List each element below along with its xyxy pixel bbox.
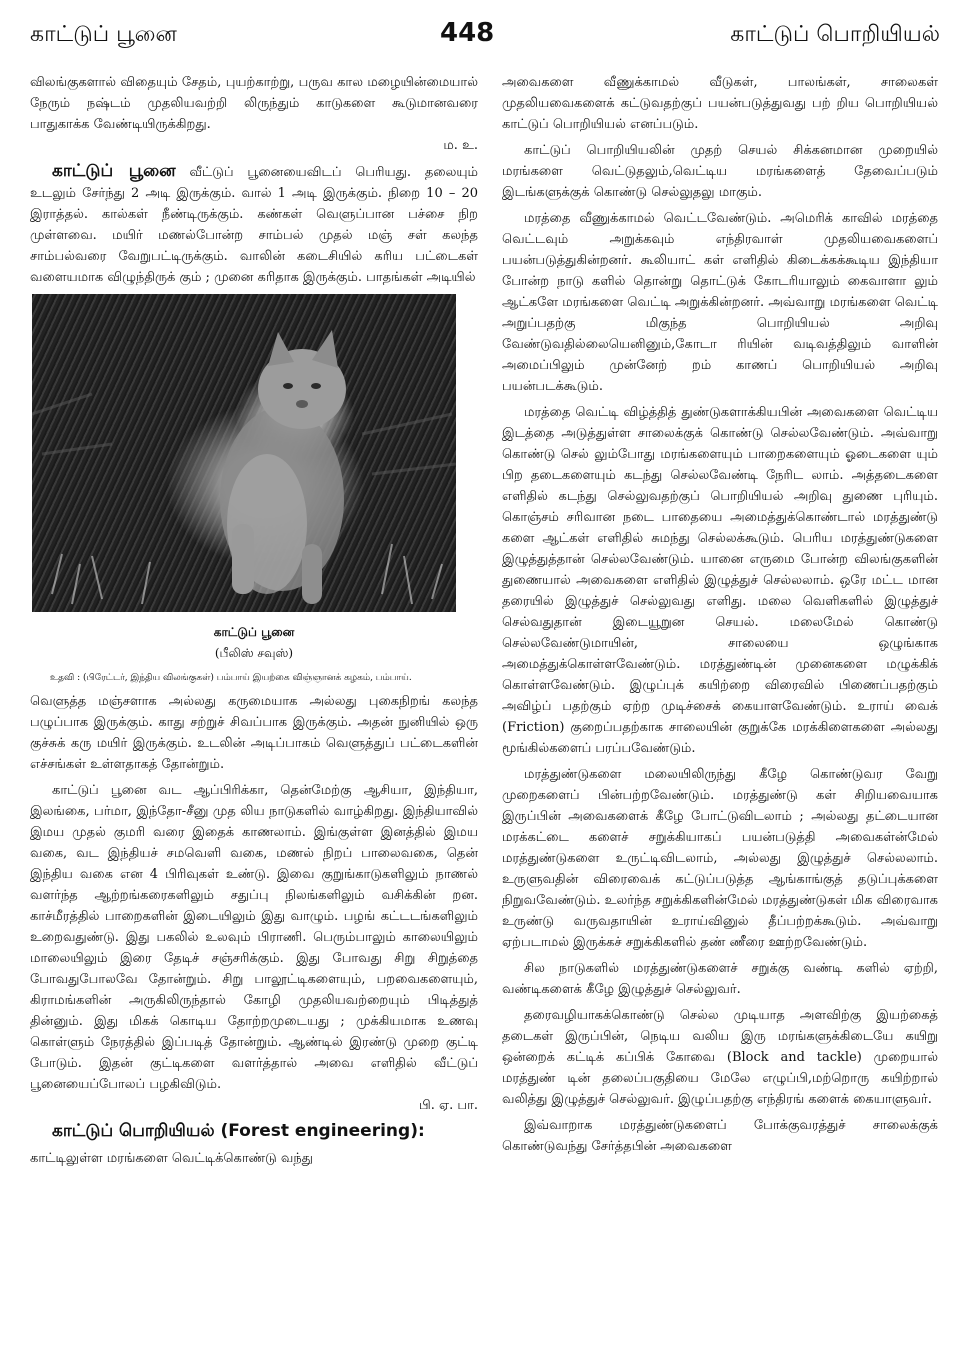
paragraph-text: சில நாடுகளில் மரத்துண்டுகளைச் சறுக்கு வண்டி களில் ஏற்றி, வண்டிகளைக் கீழே இழுத்துச் செல்லுவர். [502, 961, 938, 997]
paragraph [30, 1148, 478, 1169]
entry-heading-wild-cat: காட்டுப் பூனை [52, 161, 176, 181]
running-head-right: காட்டுப் பொறியியல் [730, 22, 940, 47]
paragraph [502, 1005, 938, 1110]
paragraph-text: வீட்டுப் பூனையைவிடப் பெரியது. தலையும் உடலும் சேர்ந்து 2 அடி இருக்கும். வால் 1 அடி இருக்கும். நிறை 10 – 20 இராத்தல். கால்கள் நீண்டிருக்கும். கண்கள் வெளுப்பான பச்சை நிற முள்ளவை. மயிர் மணல்போன்ற சாம்பல் முதல் மஞ் சள் கலந்த சாம்பல்வரை வேறுபட்டிருக்கும். வாலின் கடைசியில் கரிய பட்டைகள் வளையமாக விழுந்திருக் கும் ; முனை கரிதாக இருக்கும். பாதங்கள் அடியில் [30, 165, 478, 285]
caption-scientific-name: (பீலிஸ் சவுஸ்) [214, 646, 294, 660]
author-initials: ம. உ. [443, 138, 478, 153]
paragraph [502, 402, 938, 759]
figure-caption [30, 622, 478, 685]
left-column [30, 72, 478, 1174]
entry-heading-forest-engineering: காட்டுப் பொறியியல் (Forest engineering): [52, 1121, 425, 1141]
wild-cat-photo [32, 294, 456, 612]
paragraph-text: மரத்துண்டுகளை மலையிலிருந்து கீழே கொண்டுவர வேறு முறைகளைப் பின்பற்றவேண்டும். மரத்துண்டு கள் சிறியவையாக இருப்பின் அவைகளைக் கீழே போட்டுவிடலாம் ; அல்லது தட்டையான மரக்கட்டை களைச் சறுக்கியாகப் பயன்படுத்தி அவைகள்ன்மேல் மரத்துண்டுகளை உருட்டிவிடலாம், அல்லது இழுத்துச் செல்லலாம். உருளுவதின் விரைவைக் கட்டுப்படுத்த ஆங்காங்குத் தடுப்புக்களை நிறுவவேண்டும். உலர்ந்த சறுக்கிகளின்மேல் மரத்துண்டுகள் மிக விரைவாக உருண்டு வருவதாயின் உராய்வினுல் தீப்பற்றக்கூடும். அவ்வாறு ஏற்படாமல் இருக்கச் சறுக்கிகளில் தண் ணீரை ஊற்றவேண்டும். [502, 767, 938, 950]
paragraph [30, 72, 478, 156]
paragraph-text: காட்டிலுள்ள மரங்களை வெட்டிக்கொண்டு வந்து [30, 1151, 313, 1166]
paragraph-text: இவ்வாறாக மரத்துண்டுகளைப் போக்குவரத்துச் சாலைக்குக் கொண்டுவந்து சேர்த்தபின் அவைகளை [502, 1118, 938, 1154]
paragraph-text: மரத்தை வீணுக்காமல் வெட்டவேண்டும். அமெரிக் காவில் மரத்தை வெட்டவும் அறுக்கவும் எந்திரவாள் முதலியவைகளைப் பயன்படுத்துகின்றனர். கூலியாட் கள் எளிதில் கிடைக்கக்கூடிய இந்தியா போன்ற நாடு களில் தொன்று தொட்டுக் கோடரியாலும் கைவாளா லும் ஆட்களே மரங்களை வெட்டி அறுக்கின்றனர். அவ்வாறு மரங்களை வெட்டி அறுப்பதற்கு மிகுந்த பொறியியல் அறிவு வேண்டுவதில்லையெனினும்,கோடா ரியின் வடிவத்திலும் வாளின் அமைப்பிலும் முன்னேற் றம் காணப் பொறியியல் அறிவு பயன்படக்கூடும். [502, 211, 938, 394]
paragraph [30, 691, 478, 775]
right-column [502, 72, 938, 1162]
cat-silhouette [32, 294, 456, 612]
paragraph [502, 958, 938, 1000]
paragraph-text: அவைகளை வீணுக்காமல் வீடுகள், பாலங்கள், சாலைகள் முதலியவைகளைக் கட்டுவதற்குப் பயன்படுத்துவது பற் றிய பொறியியல் காட்டுப் பொறியியல் எனப்படும். [502, 75, 938, 132]
page-header [0, 18, 966, 58]
page-number: 448 [440, 18, 495, 48]
paragraph-text: மரத்தை வெட்டி விழ்த்தித் துண்டுகளாக்கியபின் அவைகளை வெட்டிய இடத்தை அடுத்துள்ள சாலைக்குக் கொண்டு செல்லவேண்டும். அவ்வாறு கொண்டு செல் லும்போது மரங்களையும் பாறைகளையும் ஓடைகளை யும் பிற தடைகளையும் கடந்து செல்லவேண்டி நேரிட லாம். அத்தடைகளை எளிதில் கடந்து செல்லுவதற்குப் பொறியியல் அறிவு துணை புரியும். கொஞ்சம் சரிவான நடை பாதையை அமைத்துக்கொண்டால் மரத்துண்டு களை ஆட்கள் எளிதில் சுமந்து செல்லக்கூடும். பெரிய மரத்துண்டுகளை இழுத்துத்தான் செல்லவேண்டும். யானை எருமை போன்ற விலங்குகளின் துணையால் அவைகளை எளிதில் இழுத்துச் செல்லலாம். ஒரே மட்ட மான தரையில் இழுத்துச் செல்லுவது எளிது. மலை வெளிகளில் இழுத்துச் செல்வதுதான் இடையூறுன செயல். மலைமேல் கொண்டு செல்லவேண்டுமாயின், சாலையை ஒழுங்காக அமைத்துக்கொள்ளவேண்டும். மரத்துண்டின் முனைகளை மழுக்கிக் கொள்ளவேண்டும். இழுப்புக் கயிற்றை விரைவில் பிணைப்பதற்கும் அவிழ்ப் பதற்கும் ஏற்ற முடிச்சைக் கையாளவேண்டும். உராய் வைக் (Friction) குறைப்பதற்காக சாலையின் குறுக்கே மரக்கிளைகளை அல்லது மூங்கில்களைப் பரப்பவேண்டும். [502, 405, 938, 756]
entry-wild-cat [30, 161, 478, 288]
paragraph [502, 208, 938, 397]
paragraph-text: காட்டுப் பொறியியலின் முதற் செயல் சிக்கனமான முறையில் மரங்களை வெட்டுதலும்,வெட்டிய மரங்களைத் தேவைப்படும் இடங்களுக்குக் கொண்டு செல்லுதலு மாகும். [502, 143, 938, 200]
paragraph-text: வெளுத்த மஞ்சளாக அல்லது கருமையாக அல்லது புகைநிறங் கலந்த பழுப்பாக இருக்கும். காது சற்றுச் சிவப்பாக இருக்கும். அதன் நுனியில் ஒரு குச்சுக் கரு மயிர் இருக்கும். உடலின் அடிப்பாகம் வெளுத்துப் பட்டைகளின் எச்சங்கள் உள்ளதாகத் தோன்றும். [30, 694, 478, 772]
entry-forest-engineering [30, 1121, 478, 1143]
running-head-left: காட்டுப் பூனை [30, 22, 177, 47]
paragraph [30, 780, 478, 1116]
author-initials: பி. ஏ. பா. [418, 1098, 478, 1113]
paragraph-text: தரைவழியாகக்கொண்டு செல்ல முடியாத அளவிற்கு இயற்கைத் தடைகள் இருப்பின், நெடிய வலிய இரு மரங்களுக்கிடையே கயிறு ஒன்றைக் கட்டிக் கப்பிக் கோவை (Block and tackle) முறையால் மரத்துண் டின் தலைப்பகுதியை மேலே எழுப்பி,மற்றொரு கயிற்றால் வலித்து இழுத்துச் செல்லுவர். இழுப்பதற்கு எந்திரங் களைக் கையாளுவர். [502, 1008, 938, 1107]
photo-credit: உதவி : (பிரேட்டர், இந்திய விலங்குகள்) பம்பாய் இயற்கை விஞ்ஞானக் கழகம், பம்பாய். [50, 673, 412, 683]
wild-cat-figure [30, 294, 478, 685]
caption-title: காட்டுப் பூனை [213, 625, 295, 639]
paragraph [502, 1115, 938, 1157]
paragraph-text: விலங்குகளால் விதையும் சேதம், புயற்காற்று, பருவ கால மழையின்மையால் நேரும் நஷ்டம் முதலியவற்றி லிருந்தும் காடுகளை கூடுமானவரை பாதுகாக்க வேண்டியிருக்கிறது. [30, 75, 478, 132]
paragraph [502, 764, 938, 953]
paragraph [502, 72, 938, 135]
paragraph-text: காட்டுப் பூனை வட ஆப்பிரிக்கா, தென்மேற்கு ஆசியா, இந்தியா, இலங்கை, பர்மா, இந்தோ-சீனு முத லிய நாடுகளில் வாழ்கிறது. இந்தியாவில் இமய முதல் குமரி வரை இதைக் காணலாம். இங்குள்ள இனத்தில் இமய வகை, வட இந்தியச் சமவெளி வகை, மணல் நிறப் பாலைவகை, தென் இந்திய வகை என 4 பிரிவுகள் உண்டு. இவை குறுங்காடுகளிலும் நாணல் வளர்ந்த ஆற்றங்கரைகளிலும் சதுப்பு நிலங்களிலும் வசிக்கின் றன. காச்மீரத்தில் பாறைகளின் இடையிலும் இது வாழும். பழங் கட்டடங்களிலும் உறைவதுண்டு. இது பகலில் உலவும் பிராணி. பெரும்பாலும் காலையிலும் மாலையிலும் இரை தேடிச் சஞ்சரிக்கும். இது போவது சிறு சிறுத்தை போவதுபோலவே தோன்றும். சிறு பாலூட்டிகளையும், பறவைகளையும், கிராமங்களின் அருகிலிருந்தால் கோழி முதலியவற்றையும் பிடித்துத் தின்னும். இது மிகக் கொடிய தோற்றமுடையது ; முக்கியமாக உணவு கொள்ளும் நேரத்தில் இப்படித் தோன்றும். ஆண்டில் இரண்டு முறை குட்டி போடும். இதன் குட்டிகளை வளர்த்தால் அவை எளிதில் வீட்டுப் பூனையைப்போலப் பழகிவிடும். [30, 783, 478, 1092]
paragraph [502, 140, 938, 203]
